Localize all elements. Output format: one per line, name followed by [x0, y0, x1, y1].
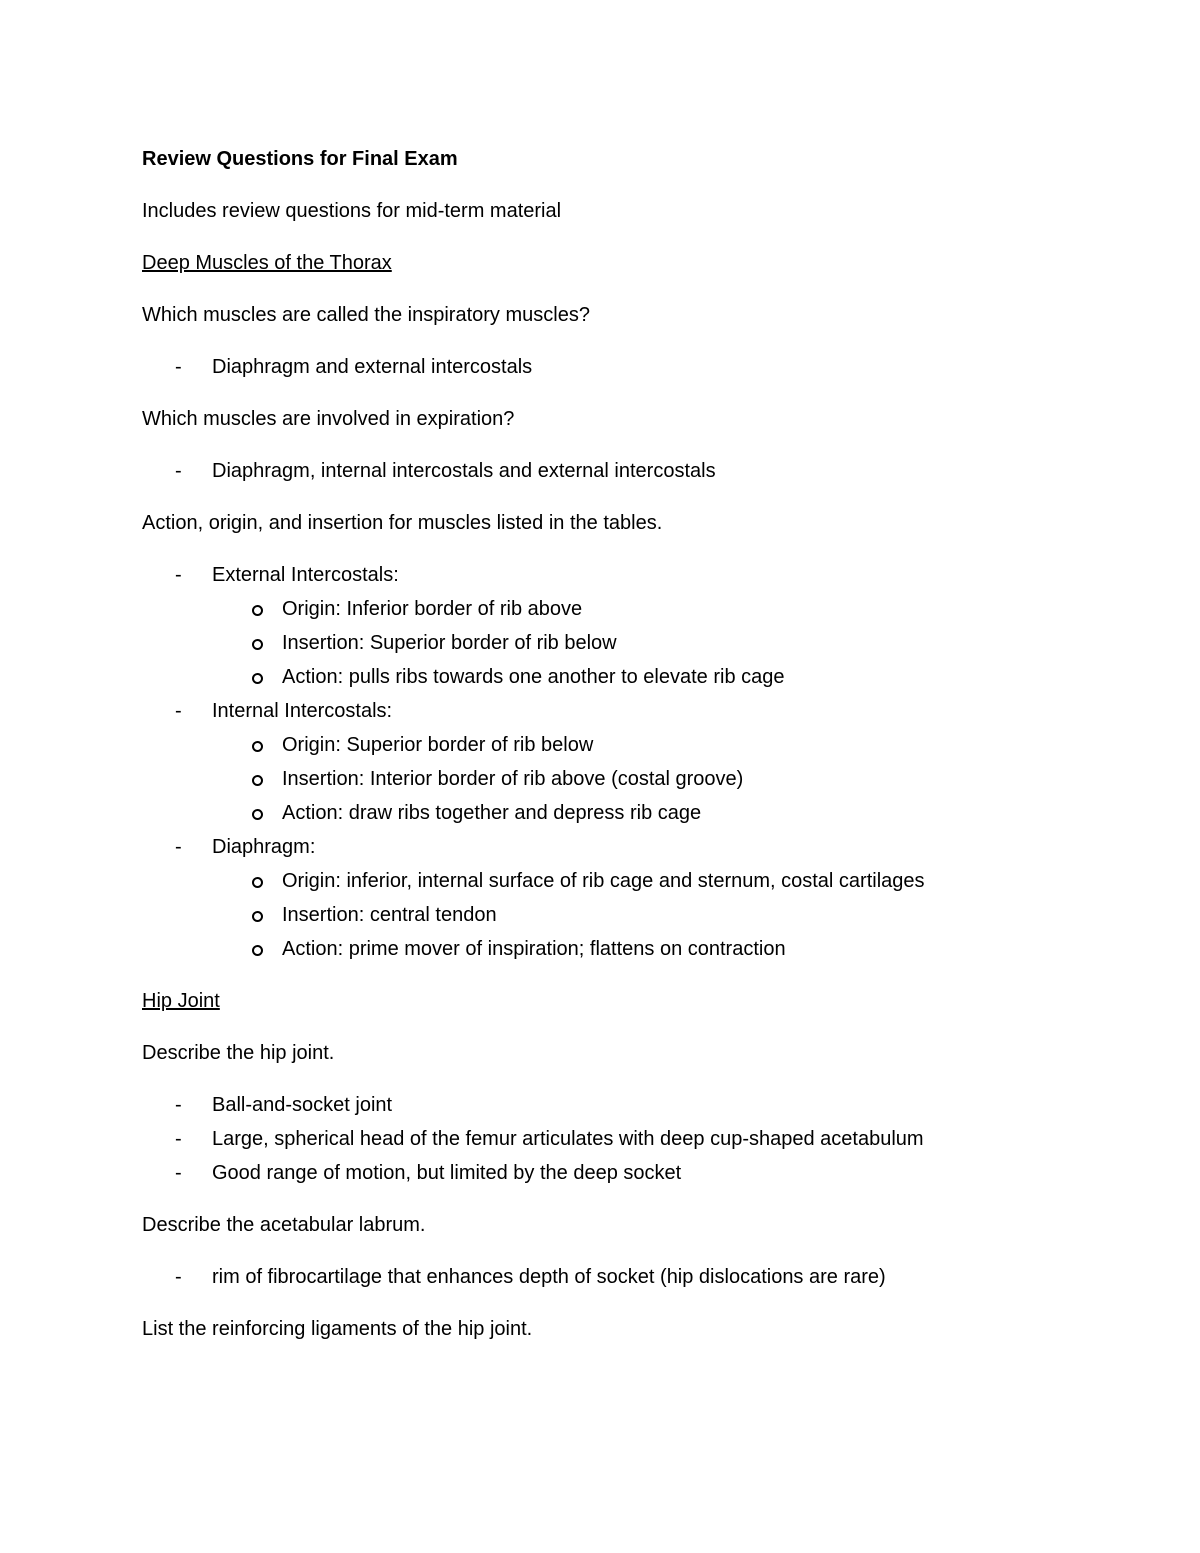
muscle-item-internal-intercostals	[142, 694, 1042, 728]
question-action-origin-insertion: Action, origin, and insertion for muscles listed in the tables.	[142, 512, 663, 534]
detail-text: Insertion: central tendon	[282, 904, 497, 926]
answer-item	[142, 454, 1042, 488]
question-acetabular-labrum: Describe the acetabular labrum.	[142, 1214, 426, 1236]
question-inspiratory: Which muscles are called the inspiratory muscles?	[142, 304, 590, 326]
dash-bullet: -	[175, 1266, 182, 1288]
detail-item	[142, 728, 1042, 762]
answer-text: Ball-and-socket joint	[212, 1094, 393, 1116]
detail-text: Origin: Superior border of rib below	[282, 734, 594, 756]
muscle-name: External Intercostals:	[212, 564, 399, 586]
dash-bullet: -	[175, 836, 182, 858]
section-heading-thorax: Deep Muscles of the Thorax	[142, 252, 392, 274]
detail-text: Insertion: Superior border of rib below	[282, 632, 617, 654]
answer-list-hip-joint	[142, 1088, 1042, 1190]
detail-item	[142, 932, 1042, 966]
question-expiration: Which muscles are involved in expiration?	[142, 408, 515, 430]
detail-item	[142, 898, 1042, 932]
detail-text: Action: prime mover of inspiration; flattens on contraction	[282, 938, 786, 960]
answer-text: Large, spherical head of the femur articulates with deep cup-shaped acetabulum	[212, 1128, 924, 1150]
dash-bullet: -	[175, 1128, 182, 1150]
detail-item	[142, 796, 1042, 830]
detail-item	[142, 626, 1042, 660]
muscle-details-diaphragm	[142, 864, 1042, 966]
detail-text: Insertion: Interior border of rib above (costal groove)	[282, 768, 744, 790]
detail-text: Action: pulls ribs towards one another to elevate rib cage	[282, 666, 785, 688]
answer-text: rim of fibrocartilage that enhances depth of socket (hip dislocations are rare)	[212, 1266, 886, 1288]
circle-bullet-icon	[252, 673, 263, 684]
answer-item	[142, 1260, 1042, 1294]
muscle-details-wrapper	[142, 864, 1042, 966]
dash-bullet: -	[175, 700, 182, 722]
detail-text: Action: draw ribs together and depress rib cage	[282, 802, 702, 824]
answer-text: Diaphragm and external intercostals	[212, 356, 533, 378]
circle-bullet-icon	[252, 775, 263, 786]
question-describe-hip-joint: Describe the hip joint.	[142, 1042, 335, 1064]
answer-item	[142, 1088, 1042, 1122]
detail-item	[142, 864, 1042, 898]
detail-item	[142, 592, 1042, 626]
muscle-details-internal-intercostals	[142, 728, 1042, 830]
detail-text: Origin: inferior, internal surface of rib cage and sternum, costal cartilages	[282, 870, 925, 892]
dash-bullet: -	[175, 460, 182, 482]
answer-item	[142, 1156, 1042, 1190]
circle-bullet-icon	[252, 741, 263, 752]
section-heading-hip-joint: Hip Joint	[142, 990, 220, 1012]
answer-text: Good range of motion, but limited by the deep socket	[212, 1162, 682, 1184]
document-title: Review Questions for Final Exam	[142, 148, 458, 170]
circle-bullet-icon	[252, 639, 263, 650]
muscle-details-external-intercostals	[142, 592, 1042, 694]
muscle-name: Diaphragm:	[212, 836, 316, 858]
circle-bullet-icon	[252, 605, 263, 616]
document-subtitle: Includes review questions for mid-term material	[142, 200, 562, 222]
muscle-details-wrapper	[142, 728, 1042, 830]
muscle-list	[142, 558, 1042, 966]
answer-text: Diaphragm, internal intercostals and external intercostals	[212, 460, 716, 482]
answer-item	[142, 350, 1042, 384]
question-reinforcing-ligaments: List the reinforcing ligaments of the hip joint.	[142, 1318, 533, 1340]
answer-list-expiration	[142, 454, 1042, 488]
circle-bullet-icon	[252, 877, 263, 888]
answer-item	[142, 1122, 1042, 1156]
muscle-item-external-intercostals	[142, 558, 1042, 592]
circle-bullet-icon	[252, 911, 263, 922]
dash-bullet: -	[175, 1094, 182, 1116]
muscle-name: Internal Intercostals:	[212, 700, 393, 722]
dash-bullet: -	[175, 1162, 182, 1184]
dash-bullet: -	[175, 564, 182, 586]
muscle-details-wrapper	[142, 592, 1042, 694]
muscle-item-diaphragm	[142, 830, 1042, 864]
answer-list-acetabular-labrum	[142, 1260, 1042, 1294]
detail-text: Origin: Inferior border of rib above	[282, 598, 583, 620]
document-content	[142, 142, 1042, 1364]
detail-item	[142, 762, 1042, 796]
detail-item	[142, 660, 1042, 694]
circle-bullet-icon	[252, 809, 263, 820]
answer-list-inspiratory	[142, 350, 1042, 384]
dash-bullet: -	[175, 356, 182, 378]
circle-bullet-icon	[252, 945, 263, 956]
